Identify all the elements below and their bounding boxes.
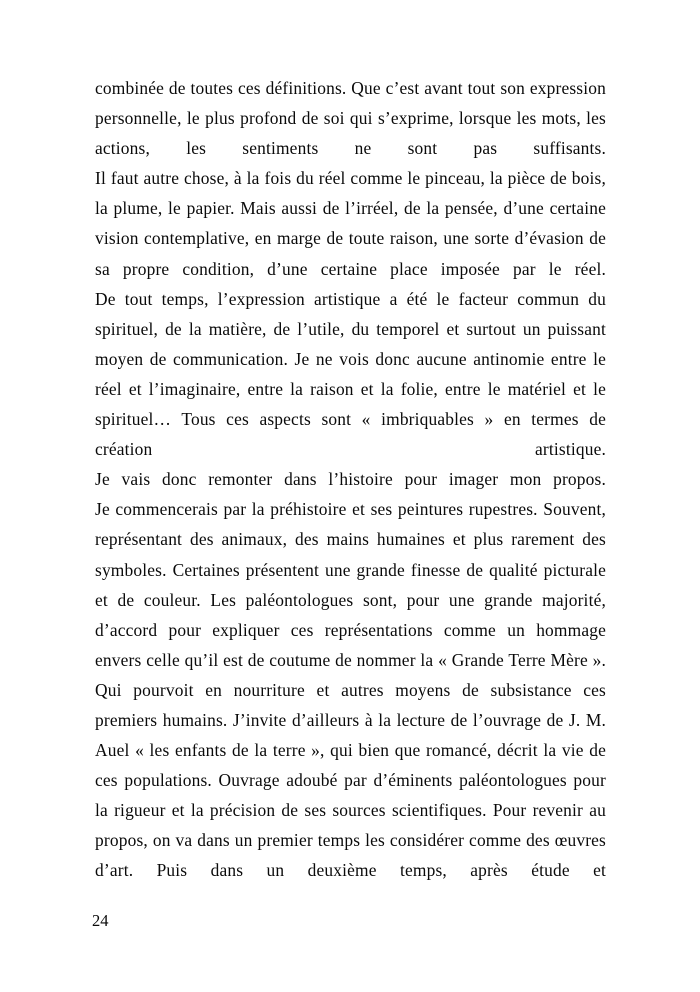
page-number: 24 [92, 911, 109, 930]
paragraph: De tout temps, l’expression artistique a été le facteur commun du spirituel, de la matière, de l’utile, du temporel et surtout un puissant moyen de communication. Je ne vois donc aucune antinomie entre le réel et l’imaginaire, entre la raison et la folie, entre le matériel et le spirituel… Tous ces aspects sont « imbriquables » en termes de création artistique. [95, 288, 606, 460]
paragraph: Je vais donc remonter dans l’histoire pour imager mon propos. [95, 469, 606, 490]
paragraph: combinée de toutes ces définitions. Que c’est avant tout son expression personnelle, le plus profond de soi qui s’exprime, lorsque les mots, les actions, les sentiments ne sont pas suffisants. [95, 78, 606, 159]
paragraph: Il faut autre chose, à la fois du réel comme le pinceau, la pièce de bois, la plume, le papier. Mais aussi de l’irréel, de la pensée, d’une certaine vision contemplative, en marge de toute raison, une sorte d’évasion de sa propre condition, d’une certaine place imposée par le réel. [95, 168, 606, 279]
body-text-block [95, 73, 606, 886]
paragraph: Je commencerais par la préhistoire et ses peintures rupestres. Souvent, représentant des animaux, des mains humaines et plus rarement des symboles. Certaines présentent une grande finesse de qualité picturale et de couleur. Les paléontologues sont, pour une grande majorité, d’accord pour expliquer ces représentations comme un hommage envers celle qu’il est de coutume de nommer la « Grande Terre Mère ». Qui pourvoit en nourriture et autres moyens de subsistance ces premiers humains. J’invite d’ailleurs à la lecture de l’ouvrage de J. M. Auel « les enfants de la terre », qui bien que romancé, décrit la vie de ces populations. Ouvrage adoubé par d’éminents paléontologues pour la rigueur et la précision de ses sources scientifiques. Pour revenir au propos, on va dans un premier temps les considérer comme des œuvres d’art. Puis dans un deuxième temps, après étude et [95, 499, 606, 881]
